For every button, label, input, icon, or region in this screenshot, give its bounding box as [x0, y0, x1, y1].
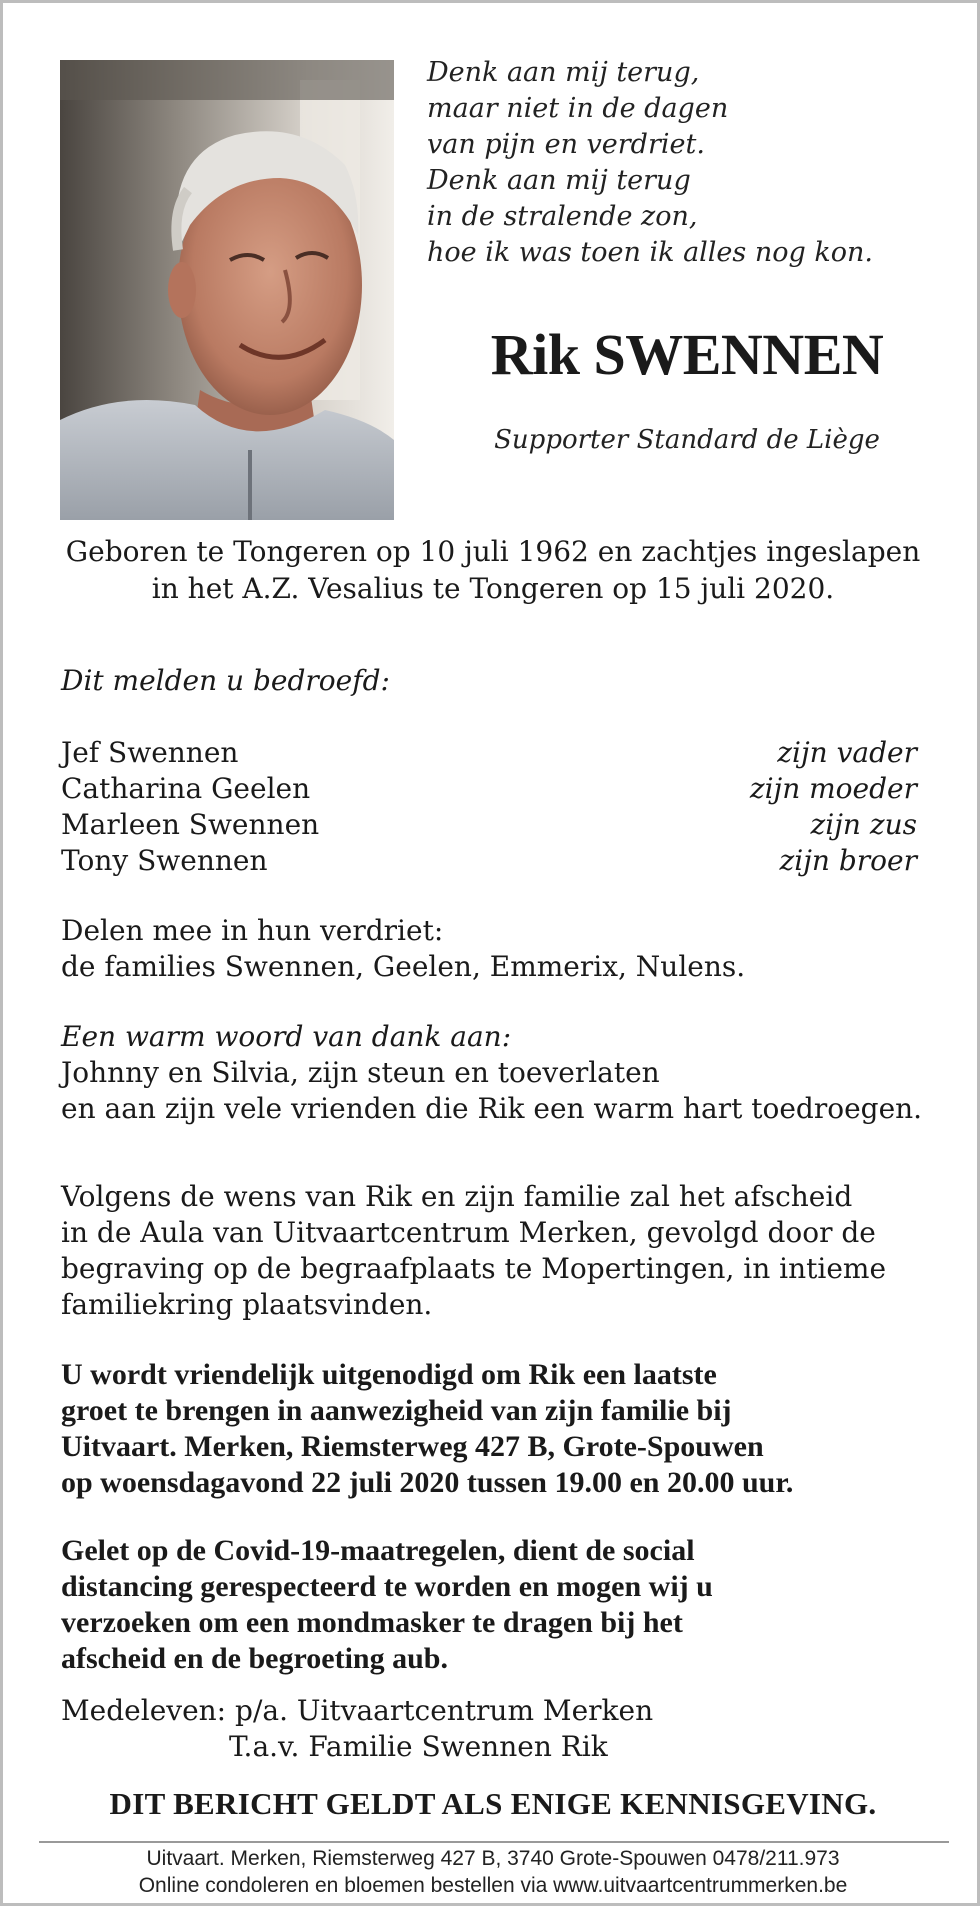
relative-role: zijn zus — [810, 808, 917, 841]
thanks-line: en aan zijn vele vrienden die Rik een warm hart toedroegen. — [61, 1092, 923, 1125]
invitation-line: groet te brengen in aanwezigheid van zijn familie bij — [61, 1394, 732, 1427]
relative-row — [61, 735, 917, 771]
poem-line: Denk aan mij terug, — [427, 57, 700, 88]
condolence-address — [61, 1693, 941, 1765]
share-grief-intro: Delen mee in hun verdriet: — [61, 914, 444, 947]
announce-intro: Dit melden u bedroefd: — [61, 664, 390, 697]
birth-line: Geboren te Tongeren op 10 juli 1962 en zachtjes ingeslapen — [65, 535, 921, 568]
poem-line: maar niet in de dagen — [427, 93, 729, 124]
thanks-intro: Een warm woord van dank aan: — [61, 1020, 512, 1053]
relative-role: zijn moeder — [749, 772, 917, 805]
poem-line: Denk aan mij terug — [427, 165, 691, 196]
condolence-line: Medeleven: p/a. Uitvaartcentrum Merken — [61, 1694, 654, 1727]
relative-row — [61, 807, 917, 843]
farewell-paragraph — [61, 1179, 941, 1323]
notice-banner: DIT BERICHT GELDT ALS ENIGE KENNISGEVING. — [109, 1786, 877, 1821]
invitation-line: Uitvaart. Merken, Riemsterweg 427 B, Grote-Spouwen — [61, 1430, 764, 1463]
condolence-line: T.a.v. Familie Swennen Rik — [229, 1730, 608, 1763]
farewell-line: begraving op de begraafplaats te Mopertingen, in intieme — [61, 1252, 887, 1285]
covid-line: verzoeken om een mondmasker te dragen bij het — [61, 1606, 683, 1639]
subtitle: Supporter Standard de Liège — [494, 425, 880, 455]
portrait-illustration — [60, 60, 394, 520]
share-grief-families: de families Swennen, Geelen, Emmerix, Nulens. — [61, 950, 746, 983]
deceased-name: Rik SWENNEN — [490, 322, 884, 387]
thanks-line: Johnny en Silvia, zijn steun en toeverlaten — [61, 1056, 660, 1089]
relative-name: Marleen Swennen — [61, 808, 320, 841]
invitation-line: U wordt vriendelijk uitgenodigd om Rik een laatste — [61, 1358, 717, 1391]
relative-row — [61, 771, 917, 807]
relative-name: Jef Swennen — [61, 736, 239, 769]
relative-row — [61, 843, 917, 879]
covid-paragraph — [61, 1533, 941, 1677]
portrait-photo — [60, 60, 394, 520]
poem-line: van pijn en verdriet. — [427, 129, 705, 160]
covid-line: afscheid en de begroeting aub. — [61, 1642, 448, 1675]
farewell-line: Volgens de wens van Rik en zijn familie zal het afscheid — [61, 1180, 853, 1213]
poem-line: in de stralende zon, — [427, 201, 698, 232]
relative-name: Tony Swennen — [61, 844, 268, 877]
covid-line: Gelet op de Covid-19-maatregelen, dient de social — [61, 1534, 695, 1567]
footer-website: Online condoleren en bloemen bestellen via www.uitvaartcentrummerken.be — [138, 1874, 848, 1897]
thanks-section — [61, 1019, 941, 1127]
invitation-line: op woensdagavond 22 juli 2020 tussen 19.00 en 20.00 uur. — [61, 1466, 794, 1499]
share-grief — [61, 913, 941, 985]
farewell-line: familiekring plaatsvinden. — [61, 1288, 433, 1321]
poem-line: hoe ik was toen ik alles nog kon. — [427, 237, 873, 268]
footer-address: Uitvaart. Merken, Riemsterweg 427 B, 3740 Grote-Spouwen 0478/211.973 — [146, 1847, 840, 1870]
footer-divider — [39, 1841, 949, 1843]
birth-line: in het A.Z. Vesalius te Tongeren op 15 juli 2020. — [151, 572, 835, 605]
invitation-paragraph — [61, 1357, 941, 1501]
poem — [427, 55, 927, 271]
birth-death-info — [43, 533, 943, 607]
footer — [43, 1845, 943, 1899]
relative-role: zijn broer — [779, 844, 917, 877]
covid-line: distancing gerespecteerd te worden en mogen wij u — [61, 1570, 713, 1603]
relative-name: Catharina Geelen — [61, 772, 311, 805]
relative-role: zijn vader — [777, 736, 917, 769]
farewell-line: in de Aula van Uitvaartcentrum Merken, gevolgd door de — [61, 1216, 876, 1249]
